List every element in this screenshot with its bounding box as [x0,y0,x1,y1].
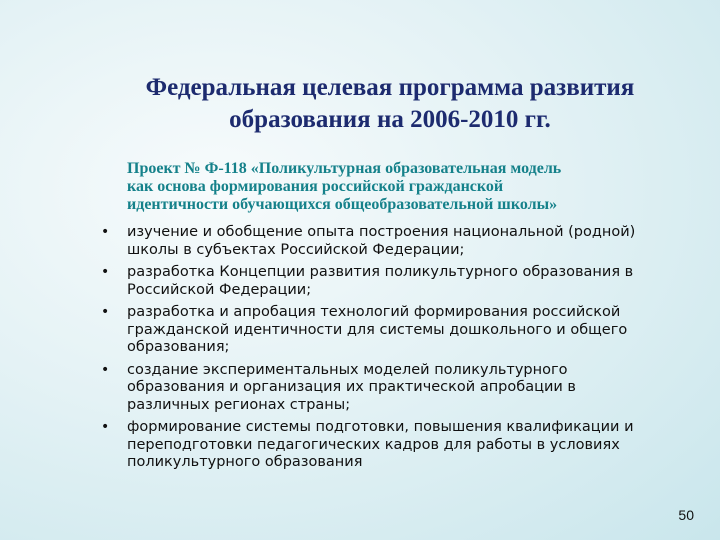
slide-title-line: образования на 2006-2010 гг. [229,106,551,133]
bullet-list [98,224,698,477]
project-heading-line: идентичности обучающихся общеобразовательной школы» [127,196,558,213]
bullet-text-line: различных регионах страны; [127,396,351,413]
bullet-marker: • [101,264,110,280]
bullet-item [98,362,698,415]
bullet-marker: • [101,419,110,435]
project-heading-line: как основа формирования российской гражданской [127,178,504,195]
bullet-text-line: школы в субъектах Российской Федерации; [127,241,465,258]
bullet-text-line: Российской Федерации; [127,281,312,298]
bullet-text-line: изучение и обобщение опыта построения национальной (родной) [127,224,636,240]
bullet-item [98,304,698,357]
bullet-text-line: создание экспериментальных моделей поликультурного [127,361,568,378]
slide-title-line: Федеральная целевая программа развития [145,74,635,101]
bullet-text-line: разработка Концепции развития поликультурного образования в [127,264,634,280]
bullet-text-line: поликультурного образования [127,454,363,470]
bullet-text-line: формирование системы подготовки, повышения квалификации и [127,419,634,435]
bullet-text-line: гражданской идентичности для системы дошкольного и общего [127,321,628,338]
project-heading [127,160,697,214]
bullet-item [98,224,698,259]
bullet-text-line: образования; [127,339,230,355]
bullet-item [98,264,698,299]
bullet-marker: • [101,224,110,240]
bullet-item [98,419,698,472]
page-number: 50 [678,507,694,523]
bullet-text-line: разработка и апробация технологий формирования российской [127,304,621,320]
project-heading-line: Проект № Ф-118 «Поликультурная образовательная модель [127,160,562,177]
bullet-text-line: образования и организация их практической апробации в [127,379,576,395]
bullet-marker: • [101,361,110,378]
slide-title [60,72,720,136]
bullet-marker: • [101,304,110,320]
bullet-text-line: переподготовки педагогических кадров для работы в условиях [127,436,620,453]
